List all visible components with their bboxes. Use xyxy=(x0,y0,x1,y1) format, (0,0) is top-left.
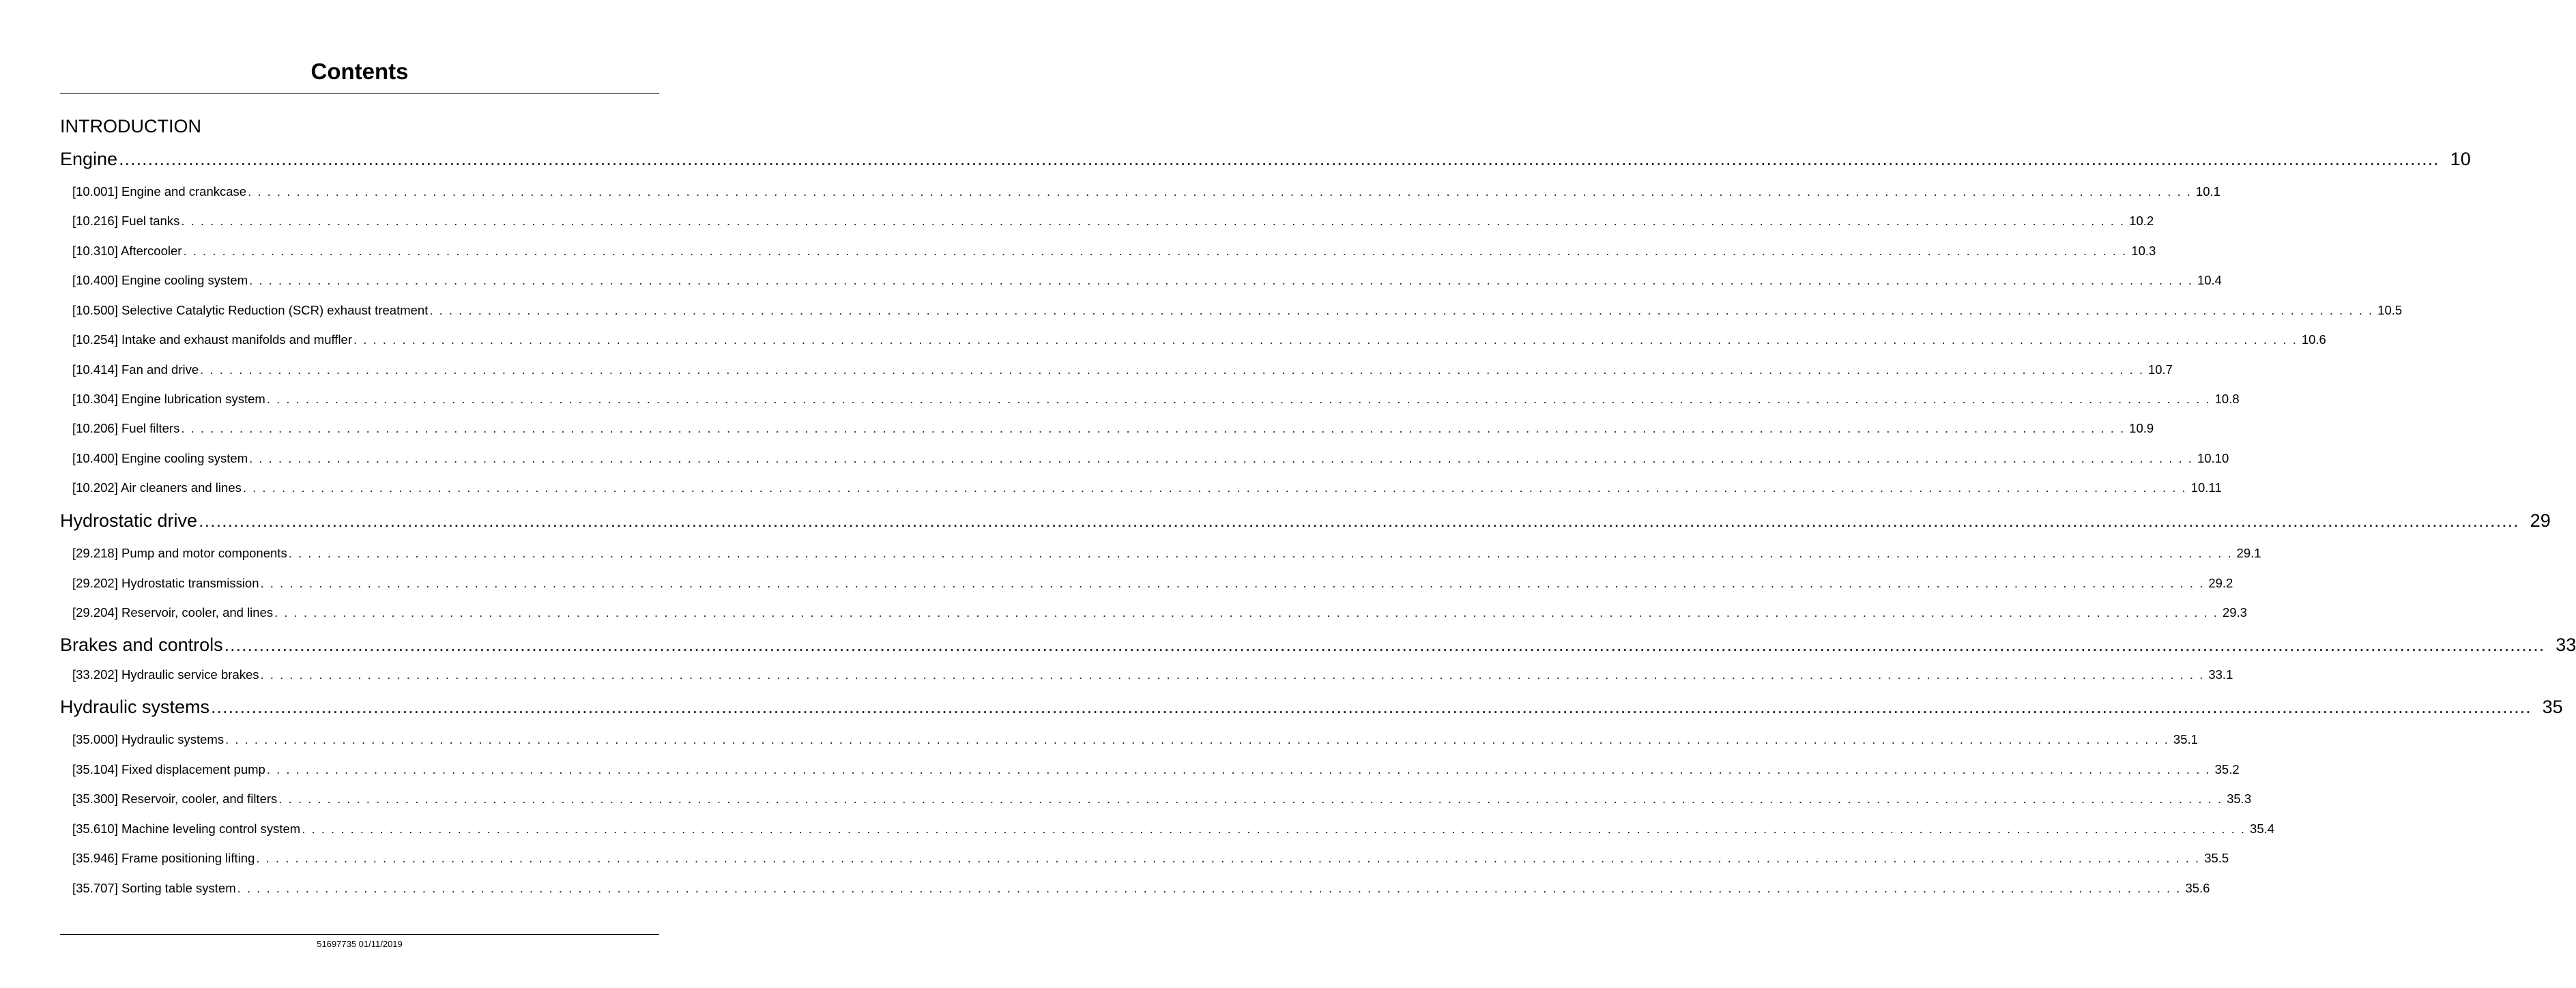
toc-entry-page-number: 10.6 xyxy=(2301,332,2326,347)
toc-entry[interactable] xyxy=(72,605,2247,620)
toc-entry-label: [33.202] Hydraulic service brakes xyxy=(72,667,259,682)
dot-leader: . . . . . . . . . . . . . . . . . . . . . . . . . . . . . . . . . . . . . . . . . . . . . . . . . . . . . . . . . . . . . . . . . . . . . . . . . . . . . . . . . . . . . . . . . . . . . . . . . . . . . . . . . . . . . . . . . . . . . . . . . . . . . . . . . . . . . . . . . . . . . . . . . . . . . . . . . . . . . . . . . . . . . . . . . . . . . . . . . . . . . . . . . . . . . . . . . . . . . . . . xyxy=(225,732,2169,746)
introduction-heading: INTRODUCTION xyxy=(60,116,201,136)
toc-entry-page-number: 10.10 xyxy=(2197,451,2229,465)
toc-entry[interactable] xyxy=(72,362,2173,377)
toc-entry-label: [29.204] Reservoir, cooler, and lines xyxy=(72,605,274,620)
toc-entry[interactable] xyxy=(72,791,2252,807)
toc-entry-label: [10.001] Engine and crankcase xyxy=(72,184,247,199)
dot-leader: . . . . . . . . . . . . . . . . . . . . . . . . . . . . . . . . . . . . . . . . . . . . . . . . . . . . . . . . . . . . . . . . . . . . . . . . . . . . . . . . . . . . . . . . . . . . . . . . . . . . . . . . . . . . . . . . . . . . . . . . . . . . . . . . . . . . . . . . . . . . . . . . . . . . . . . . . . . . . . . . . . . . . . . . . . . . . . . . . . . . . . . . . . . . . . . . . . . . . . . . xyxy=(302,822,2246,836)
toc-section[interactable] xyxy=(60,635,2576,656)
toc-section-label: Hydraulic systems xyxy=(60,697,210,717)
toc-entry-page-number: 29.2 xyxy=(2208,576,2233,590)
toc-entry[interactable] xyxy=(72,480,2222,495)
dot-leader: . . . . . . . . . . . . . . . . . . . . . . . . . . . . . . . . . . . . . . . . . . . . . . . . . . . . . . . . . . . . . . . . . . . . . . . . . . . . . . . . . . . . . . . . . . . . . . . . . . . . . . . . . . . . . . . . . . . . . . . . . . . . . . . . . . . . . . . . . . . . . . . . . . . . . . . . . . . . . . . . . . . . . . . . . . . . . . . . . . . . . . . . . . . . . . . . . . . . . . . . xyxy=(266,762,2211,776)
dot-leader: . . . . . . . . . . . . . . . . . . . . . . . . . . . . . . . . . . . . . . . . . . . . . . . . . . . . . . . . . . . . . . . . . . . . . . . . . . . . . . . . . . . . . . . . . . . . . . . . . . . . . . . . . . . . . . . . . . . . . . . . . . . . . . . . . . . . . . . . . . . . . . . . . . . . . . . . . . . . . . . . . . . . . . . . . . . . . . . . . . . . . . . . . . . . . . . . . . . . . . . . xyxy=(249,273,2193,287)
toc-section[interactable] xyxy=(60,510,2551,532)
toc-entry-label: [29.202] Hydrostatic transmission xyxy=(72,576,259,590)
toc-section-label: Brakes and controls xyxy=(60,635,223,655)
toc-section-label: Engine xyxy=(60,149,118,169)
toc-entry[interactable] xyxy=(72,576,2233,591)
toc-entry-label: [35.000] Hydraulic systems xyxy=(72,732,225,746)
toc-entry-label: [10.414] Fan and drive xyxy=(72,362,199,377)
toc-entry[interactable] xyxy=(72,667,2233,682)
toc-section[interactable] xyxy=(60,149,2471,170)
toc-entry-label: [10.500] Selective Catalytic Reduction (SCR) exhaust treatment xyxy=(72,303,429,317)
toc-section[interactable] xyxy=(60,697,2563,718)
toc-entry-label: [10.310] Aftercooler xyxy=(72,244,182,258)
toc-section-page-number: 33 xyxy=(2556,635,2576,655)
toc-entry-page-number: 10.4 xyxy=(2197,273,2222,287)
dot-leader: . . . . . . . . . . . . . . . . . . . . . . . . . . . . . . . . . . . . . . . . . . . . . . . . . . . . . . . . . . . . . . . . . . . . . . . . . . . . . . . . . . . . . . . . . . . . . . . . . . . . . . . . . . . . . . . . . . . . . . . . . . . . . . . . . . . . . . . . . . . . . . . . . . . . . . . . . . . . . . . . . . . . . . . . . . . . . . . . . . . . . . . . . . . . . . . . . . . . . . . . xyxy=(274,605,2218,620)
dot-leader: ................................................................................................................................................................................................................................................................................................................................................................................................................ xyxy=(119,149,2440,169)
toc-section-page-number: 10 xyxy=(2450,149,2471,169)
toc-entry[interactable] xyxy=(72,732,2198,747)
toc-entry-label: [10.202] Air cleaners and lines xyxy=(72,480,242,495)
toc-entry-page-number: 33.1 xyxy=(2208,667,2233,682)
dot-leader: . . . . . . . . . . . . . . . . . . . . . . . . . . . . . . . . . . . . . . . . . . . . . . . . . . . . . . . . . . . . . . . . . . . . . . . . . . . . . . . . . . . . . . . . . . . . . . . . . . . . . . . . . . . . . . . . . . . . . . . . . . . . . . . . . . . . . . . . . . . . . . . . . . . . . . . . . . . . . . . . . . . . . . . . . . . . . . . . . . . . . . . . . . . . . . . . . . . . . . . . xyxy=(181,421,2126,435)
dot-leader: . . . . . . . . . . . . . . . . . . . . . . . . . . . . . . . . . . . . . . . . . . . . . . . . . . . . . . . . . . . . . . . . . . . . . . . . . . . . . . . . . . . . . . . . . . . . . . . . . . . . . . . . . . . . . . . . . . . . . . . . . . . . . . . . . . . . . . . . . . . . . . . . . . . . . . . . . . . . . . . . . . . . . . . . . . . . . . . . . . . . . . . . . . . . . . . . . . . . . . . . xyxy=(237,881,2182,895)
toc-entry[interactable] xyxy=(72,451,2229,466)
toc-entry[interactable] xyxy=(72,546,2261,561)
dot-leader: . . . . . . . . . . . . . . . . . . . . . . . . . . . . . . . . . . . . . . . . . . . . . . . . . . . . . . . . . . . . . . . . . . . . . . . . . . . . . . . . . . . . . . . . . . . . . . . . . . . . . . . . . . . . . . . . . . . . . . . . . . . . . . . . . . . . . . . . . . . . . . . . . . . . . . . . . . . . . . . . . . . . . . . . . . . . . . . . . . . . . . . . . . . . . . . . . . . . . . . . xyxy=(266,392,2211,406)
dot-leader: . . . . . . . . . . . . . . . . . . . . . . . . . . . . . . . . . . . . . . . . . . . . . . . . . . . . . . . . . . . . . . . . . . . . . . . . . . . . . . . . . . . . . . . . . . . . . . . . . . . . . . . . . . . . . . . . . . . . . . . . . . . . . . . . . . . . . . . . . . . . . . . . . . . . . . . . . . . . . . . . . . . . . . . . . . . . . . . . . . . . . . . . . . . . . . . . . . . . . . . . xyxy=(278,791,2223,806)
dot-leader: . . . . . . . . . . . . . . . . . . . . . . . . . . . . . . . . . . . . . . . . . . . . . . . . . . . . . . . . . . . . . . . . . . . . . . . . . . . . . . . . . . . . . . . . . . . . . . . . . . . . . . . . . . . . . . . . . . . . . . . . . . . . . . . . . . . . . . . . . . . . . . . . . . . . . . . . . . . . . . . . . . . . . . . . . . . . . . . . . . . . . . . . . . . . . . . . . . . . . . . . xyxy=(256,851,2201,865)
dot-leader: . . . . . . . . . . . . . . . . . . . . . . . . . . . . . . . . . . . . . . . . . . . . . . . . . . . . . . . . . . . . . . . . . . . . . . . . . . . . . . . . . . . . . . . . . . . . . . . . . . . . . . . . . . . . . . . . . . . . . . . . . . . . . . . . . . . . . . . . . . . . . . . . . . . . . . . . . . . . . . . . . . . . . . . . . . . . . . . . . . . . . . . . . . . . . . . . . . . . . . . . xyxy=(288,546,2233,560)
toc-entry[interactable] xyxy=(72,214,2154,229)
toc-entry-label: [35.946] Frame positioning lifting xyxy=(72,851,255,865)
toc-entry-label: [10.216] Fuel tanks xyxy=(72,214,180,228)
toc-entry-label: [35.104] Fixed displacement pump xyxy=(72,762,265,776)
toc-entry-page-number: 10.3 xyxy=(2131,244,2156,258)
footer-doc-number: 51697735 01/11/2019 xyxy=(317,939,403,949)
toc-entry[interactable] xyxy=(72,762,2240,777)
toc-entry[interactable] xyxy=(72,244,2156,259)
toc-entry-page-number: 10.5 xyxy=(2377,303,2403,317)
toc-entry-label: [10.254] Intake and exhaust manifolds and muffler xyxy=(72,332,353,347)
toc-entry[interactable] xyxy=(72,303,2403,318)
toc-entry[interactable] xyxy=(72,851,2229,866)
footer-divider xyxy=(60,934,659,935)
toc-entry-label: [10.206] Fuel filters xyxy=(72,421,180,435)
dot-leader: . . . . . . . . . . . . . . . . . . . . . . . . . . . . . . . . . . . . . . . . . . . . . . . . . . . . . . . . . . . . . . . . . . . . . . . . . . . . . . . . . . . . . . . . . . . . . . . . . . . . . . . . . . . . . . . . . . . . . . . . . . . . . . . . . . . . . . . . . . . . . . . . . . . . . . . . . . . . . . . . . . . . . . . . . . . . . . . . . . . . . . . . . . . . . . . . . . . . . . . . xyxy=(260,576,2205,590)
toc-entry-label: [10.400] Engine cooling system xyxy=(72,273,248,287)
toc-entry-page-number: 35.5 xyxy=(2204,851,2229,865)
dot-leader: . . . . . . . . . . . . . . . . . . . . . . . . . . . . . . . . . . . . . . . . . . . . . . . . . . . . . . . . . . . . . . . . . . . . . . . . . . . . . . . . . . . . . . . . . . . . . . . . . . . . . . . . . . . . . . . . . . . . . . . . . . . . . . . . . . . . . . . . . . . . . . . . . . . . . . . . . . . . . . . . . . . . . . . . . . . . . . . . . . . . . . . . . . . . . . . . . . . . . . . . xyxy=(200,362,2144,377)
dot-leader: . . . . . . . . . . . . . . . . . . . . . . . . . . . . . . . . . . . . . . . . . . . . . . . . . . . . . . . . . . . . . . . . . . . . . . . . . . . . . . . . . . . . . . . . . . . . . . . . . . . . . . . . . . . . . . . . . . . . . . . . . . . . . . . . . . . . . . . . . . . . . . . . . . . . . . . . . . . . . . . . . . . . . . . . . . . . . . . . . . . . . . . . . . . . . . . . . . . . . . . . xyxy=(249,451,2193,465)
toc-entry-page-number: 35.4 xyxy=(2250,822,2275,836)
toc-entry-page-number: 29.1 xyxy=(2236,546,2261,560)
page-title: Contents xyxy=(310,59,409,84)
toc-entry[interactable] xyxy=(72,421,2154,436)
toc-entry[interactable] xyxy=(72,822,2275,837)
toc-section-page-number: 35 xyxy=(2542,697,2563,717)
toc-entry-label: [29.218] Pump and motor components xyxy=(72,546,287,560)
toc-entry-page-number: 10.8 xyxy=(2214,392,2240,406)
dot-leader: . . . . . . . . . . . . . . . . . . . . . . . . . . . . . . . . . . . . . . . . . . . . . . . . . . . . . . . . . . . . . . . . . . . . . . . . . . . . . . . . . . . . . . . . . . . . . . . . . . . . . . . . . . . . . . . . . . . . . . . . . . . . . . . . . . . . . . . . . . . . . . . . . . . . . . . . . . . . . . . . . . . . . . . . . . . . . . . . . . . . . . . . . . . . . . . . . . . . . . . . xyxy=(242,480,2187,495)
dot-leader: ................................................................................................................................................................................................................................................................................................................................................................................................................ xyxy=(211,697,2532,717)
toc-section-label: Hydrostatic drive xyxy=(60,510,198,531)
toc-entry-label: [35.707] Sorting table system xyxy=(72,881,236,895)
toc-entry-page-number: 35.1 xyxy=(2173,732,2198,746)
dot-leader: ................................................................................................................................................................................................................................................................................................................................................................................................................ xyxy=(199,510,2519,531)
toc-entry[interactable] xyxy=(72,184,2220,199)
toc-entry-page-number: 29.3 xyxy=(2222,605,2247,620)
dot-leader: . . . . . . . . . . . . . . . . . . . . . . . . . . . . . . . . . . . . . . . . . . . . . . . . . . . . . . . . . . . . . . . . . . . . . . . . . . . . . . . . . . . . . . . . . . . . . . . . . . . . . . . . . . . . . . . . . . . . . . . . . . . . . . . . . . . . . . . . . . . . . . . . . . . . . . . . . . . . . . . . . . . . . . . . . . . . . . . . . . . . . . . . . . . . . . . . . . . . . . . . xyxy=(248,184,2192,199)
toc-entry-label: [10.304] Engine lubrication system xyxy=(72,392,265,406)
toc-entry[interactable] xyxy=(72,332,2326,347)
toc-entry-page-number: 35.2 xyxy=(2214,762,2240,776)
toc-entry-page-number: 10.1 xyxy=(2195,184,2220,199)
toc-entry-page-number: 35.6 xyxy=(2185,881,2210,895)
table-of-contents xyxy=(60,0,2576,988)
toc-section-page-number: 29 xyxy=(2530,510,2551,531)
toc-entry[interactable] xyxy=(72,392,2240,407)
toc-entry-page-number: 35.3 xyxy=(2227,791,2252,806)
toc-entry-label: [35.610] Machine leveling control system xyxy=(72,822,301,836)
toc-entry-page-number: 10.9 xyxy=(2129,421,2154,435)
toc-entry[interactable] xyxy=(72,881,2210,896)
dot-leader: ................................................................................................................................................................................................................................................................................................................................................................................................................ xyxy=(224,635,2545,655)
dot-leader: . . . . . . . . . . . . . . . . . . . . . . . . . . . . . . . . . . . . . . . . . . . . . . . . . . . . . . . . . . . . . . . . . . . . . . . . . . . . . . . . . . . . . . . . . . . . . . . . . . . . . . . . . . . . . . . . . . . . . . . . . . . . . . . . . . . . . . . . . . . . . . . . . . . . . . . . . . . . . . . . . . . . . . . . . . . . . . . . . . . . . . . . . . . . . . . . . . . . . . . . xyxy=(429,303,2374,317)
toc-entry-page-number: 10.2 xyxy=(2129,214,2154,228)
toc-entry-page-number: 10.11 xyxy=(2190,480,2222,495)
dot-leader: . . . . . . . . . . . . . . . . . . . . . . . . . . . . . . . . . . . . . . . . . . . . . . . . . . . . . . . . . . . . . . . . . . . . . . . . . . . . . . . . . . . . . . . . . . . . . . . . . . . . . . . . . . . . . . . . . . . . . . . . . . . . . . . . . . . . . . . . . . . . . . . . . . . . . . . . . . . . . . . . . . . . . . . . . . . . . . . . . . . . . . . . . . . . . . . . . . . . . . . . xyxy=(183,244,2128,258)
dot-leader: . . . . . . . . . . . . . . . . . . . . . . . . . . . . . . . . . . . . . . . . . . . . . . . . . . . . . . . . . . . . . . . . . . . . . . . . . . . . . . . . . . . . . . . . . . . . . . . . . . . . . . . . . . . . . . . . . . . . . . . . . . . . . . . . . . . . . . . . . . . . . . . . . . . . . . . . . . . . . . . . . . . . . . . . . . . . . . . . . . . . . . . . . . . . . . . . . . . . . . . . xyxy=(181,214,2126,228)
toc-entry-label: [35.300] Reservoir, cooler, and filters xyxy=(72,791,278,806)
dot-leader: . . . . . . . . . . . . . . . . . . . . . . . . . . . . . . . . . . . . . . . . . . . . . . . . . . . . . . . . . . . . . . . . . . . . . . . . . . . . . . . . . . . . . . . . . . . . . . . . . . . . . . . . . . . . . . . . . . . . . . . . . . . . . . . . . . . . . . . . . . . . . . . . . . . . . . . . . . . . . . . . . . . . . . . . . . . . . . . . . . . . . . . . . . . . . . . . . . . . . . . . xyxy=(260,667,2205,682)
dot-leader: . . . . . . . . . . . . . . . . . . . . . . . . . . . . . . . . . . . . . . . . . . . . . . . . . . . . . . . . . . . . . . . . . . . . . . . . . . . . . . . . . . . . . . . . . . . . . . . . . . . . . . . . . . . . . . . . . . . . . . . . . . . . . . . . . . . . . . . . . . . . . . . . . . . . . . . . . . . . . . . . . . . . . . . . . . . . . . . . . . . . . . . . . . . . . . . . . . . . . . . . xyxy=(353,332,2298,347)
toc-entry-label: [10.400] Engine cooling system xyxy=(72,451,248,465)
toc-entry-page-number: 10.7 xyxy=(2147,362,2173,377)
toc-entry[interactable] xyxy=(72,273,2222,288)
